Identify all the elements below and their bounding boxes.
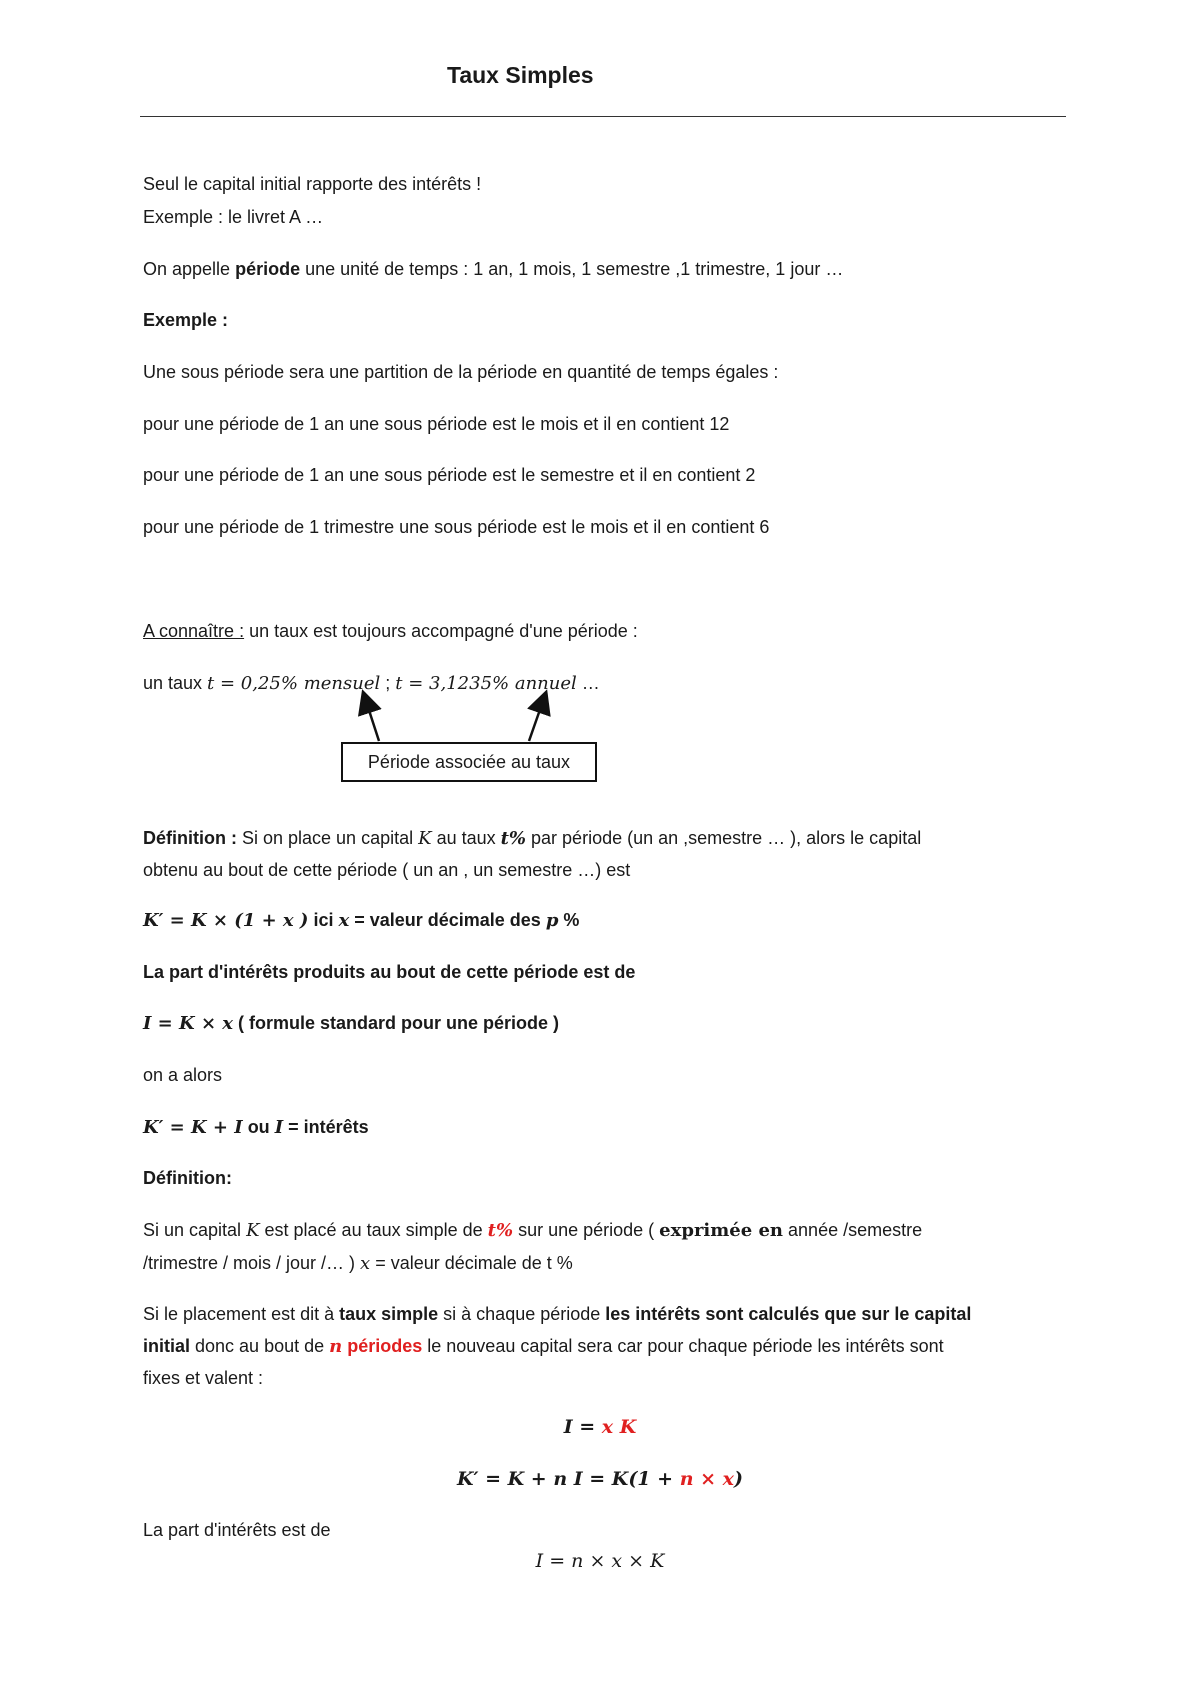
- definition1-line-2: obtenu au bout de cette période ( un an , un semestre …) est: [143, 860, 631, 880]
- def2-var-n: n: [329, 1336, 343, 1357]
- page-title: Taux Simples: [447, 62, 594, 88]
- eq1-left: I =: [563, 1416, 602, 1438]
- formula-capital: [143, 908, 579, 933]
- definition1-line-1: [143, 826, 921, 851]
- eq3: I = n × x × K: [535, 1550, 665, 1572]
- arrow-annuel: [529, 701, 543, 741]
- def2-line4-d: le nouveau capital sera car pour chaque période les intérêts sont: [422, 1336, 944, 1356]
- formula-note-a: ici: [308, 910, 339, 930]
- formula-interets: [143, 1011, 559, 1036]
- def2-line4-c: périodes: [342, 1336, 423, 1356]
- def2-text-c: sur une période (: [513, 1220, 660, 1240]
- var-K: K: [418, 828, 432, 849]
- rate-separator: ;: [380, 673, 396, 693]
- example-1: pour une période de 1 an une sous période est le mois et il en contient 12: [143, 414, 730, 434]
- periode-associee-box: Période associée au taux: [341, 742, 597, 782]
- def2-line3-b: taux simple: [339, 1304, 439, 1324]
- eq2-red: n × x: [679, 1468, 734, 1490]
- rate-suffix: …: [576, 673, 600, 693]
- definition2-line-2: [143, 1251, 573, 1276]
- eq2-b: ): [733, 1468, 743, 1490]
- definition2-line-1: [143, 1218, 922, 1243]
- var-x: x: [338, 910, 350, 931]
- formula-note-c: %: [558, 910, 580, 930]
- sous-periode-text: Une sous période sera une partition de la période en quantité de temps égales :: [143, 362, 779, 382]
- def2-line3-d: les intérêts sont calculés que sur le capital: [605, 1304, 972, 1324]
- def2-exprimee: exprimée en: [659, 1220, 784, 1241]
- var-I: I: [274, 1117, 284, 1138]
- definition2-line-4: [143, 1334, 944, 1359]
- arrow-mensuel: [366, 701, 379, 741]
- var-p: p: [545, 910, 559, 931]
- def2-var-t: t%: [487, 1220, 514, 1241]
- var-t: t%: [500, 828, 527, 849]
- def2-line4-b: donc au bout de: [190, 1336, 330, 1356]
- definition2-label: Définition:: [143, 1168, 232, 1188]
- equation-part-interets: [0, 1548, 1200, 1575]
- on-a-alors: on a alors: [143, 1065, 223, 1085]
- intro-line-2: Exemple : le livret A …: [143, 207, 324, 227]
- periode-term: période: [235, 259, 301, 279]
- formula-interets-main: I = K × x: [143, 1013, 234, 1034]
- def2-text-a: Si un capital: [143, 1220, 247, 1240]
- eq2-a: K′ = K + n I = K(1 +: [457, 1468, 680, 1490]
- rate-annuel: t = 3,1235% annuel: [395, 673, 577, 694]
- definition1-text-b: au taux: [431, 828, 501, 848]
- formula-sum-main: K′ = K + I: [143, 1117, 243, 1138]
- def2-text-b: est placé au taux simple de: [259, 1220, 488, 1240]
- definition1-text-a: Si on place un capital: [236, 828, 419, 848]
- eq1-right: x K: [601, 1416, 637, 1438]
- formula-sum-note: = intérêts: [283, 1117, 369, 1137]
- connaitre-label: A connaître :: [143, 621, 245, 641]
- exemple-heading: Exemple :: [143, 310, 229, 330]
- def2-line3-a: Si le placement est dit à: [143, 1304, 340, 1324]
- rate-prefix: un taux: [143, 673, 208, 693]
- connaitre-text: un taux est toujours accompagné d'une période :: [244, 621, 638, 641]
- def2-line4-a: initial: [143, 1336, 191, 1356]
- intro-line-1: Seul le capital initial rapporte des intérêts !: [143, 174, 482, 194]
- definition2-line-3: [143, 1302, 971, 1326]
- def2-var-K: K: [246, 1220, 260, 1241]
- definition2-line-5: fixes et valent :: [143, 1368, 264, 1388]
- example-2: pour une période de 1 an une sous période est le semestre et il en contient 2: [143, 465, 756, 485]
- def2-text-d: année /semestre: [783, 1220, 923, 1240]
- example-3: pour une période de 1 trimestre une sous période est le mois et il en contient 6: [143, 517, 770, 537]
- def2-line2-b: = valeur décimale de t %: [370, 1253, 573, 1273]
- formula-capital-main: K′ = K × (1 + x ): [143, 910, 309, 931]
- formula-interets-note: ( formule standard pour une période ): [233, 1013, 560, 1033]
- formula-sum: [143, 1115, 369, 1140]
- def2-line2-a: /trimestre / mois / jour /… ): [143, 1253, 361, 1273]
- part-interets-line: La part d'intérêts est de: [143, 1520, 331, 1540]
- formula-note-b: = valeur décimale des: [349, 910, 546, 930]
- formula-sum-ou: ou: [242, 1117, 275, 1137]
- rate-mensuel: t = 0,25% mensuel: [207, 673, 381, 694]
- def2-line3-c: si à chaque période: [438, 1304, 606, 1324]
- equation-capital-final: [0, 1466, 1200, 1493]
- def2-var-x: x: [360, 1253, 371, 1274]
- interets-line: La part d'intérêts produits au bout de cette période est de: [143, 962, 636, 982]
- equation-interets: [0, 1414, 1200, 1441]
- periode-suffix: une unité de temps : 1 an, 1 mois, 1 semestre ,1 trimestre, 1 jour …: [300, 259, 844, 279]
- periode-prefix: On appelle: [143, 259, 236, 279]
- definition1-label: Définition :: [143, 828, 237, 848]
- definition1-text-c: par période (un an ,semestre … ), alors le capital: [526, 828, 922, 848]
